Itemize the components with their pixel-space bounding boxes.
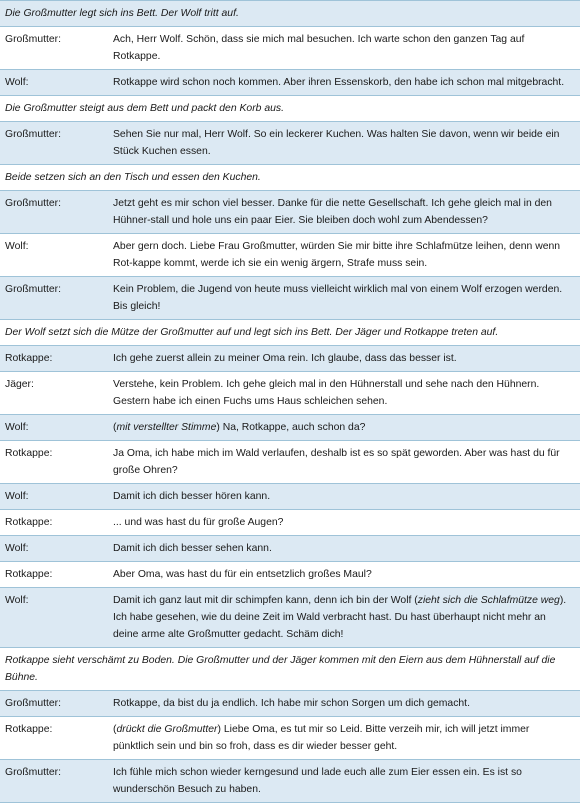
dialogue-row — [0, 484, 580, 510]
dialogue-text — [113, 350, 580, 367]
dialogue-row — [0, 536, 580, 562]
dialogue-text — [113, 695, 580, 712]
dialogue-text — [113, 126, 580, 160]
dialogue-fragment: Damit ich dich besser sehen kann. — [113, 543, 272, 554]
dialogue-fragment: Ach, Herr Wolf. Schön, dass sie mich mal besuchen. Ich warte schon den ganzen Tag auf Rotkappe. — [113, 34, 525, 62]
speaker-name: Wolf: — [5, 241, 29, 252]
stage-direction-row — [0, 96, 580, 122]
dialogue-fragment: Verstehe, kein Problem. Ich gehe gleich mal in den Hühnerstall und sehe nach den Hühnern. Gestern habe ich einen Fuchs ums Haus schleichen sehen. — [113, 379, 540, 407]
dialogue-row — [0, 415, 580, 441]
dialogue-text — [113, 514, 580, 531]
dialogue-fragment: Damit ich ganz laut mit dir schimpfen kann, denn ich bin der Wolf ( — [113, 595, 418, 606]
stage-direction-row — [0, 320, 580, 346]
dialogue-row — [0, 372, 580, 415]
dialogue-fragment: ... und was hast du für große Augen? — [113, 517, 284, 528]
speaker-name: Großmutter: — [5, 767, 62, 778]
dialogue-row — [0, 562, 580, 588]
dialogue-row — [0, 70, 580, 96]
dialogue-text — [113, 592, 580, 643]
dialogue-row — [0, 510, 580, 536]
speaker-name: Großmutter: — [5, 129, 62, 140]
speaker-name: Wolf: — [5, 77, 29, 88]
dialogue-row — [0, 588, 580, 648]
dialogue-row — [0, 191, 580, 234]
dialogue-text — [113, 764, 580, 798]
stage-direction-text: Rotkappe sieht verschämt zu Boden. Die Großmutter und der Jäger kommen mit den Eiern aus dem Hühnerstall auf die Bühne. — [5, 655, 556, 683]
stage-direction-row — [0, 165, 580, 191]
speaker-name: Rotkappe: — [5, 724, 53, 735]
dialogue-fragment: Jetzt geht es mir schon viel besser. Danke für die nette Gesellschaft. Ich gehe gleich mal in den Hühner-stall und hole uns ein paar Eier. Sie bleiben doch wohl zum Abendessen? — [113, 198, 552, 226]
dialogue-text — [113, 238, 580, 272]
dialogue-text — [113, 31, 580, 65]
dialogue-row — [0, 27, 580, 70]
dialogue-fragment: Rotkappe, da bist du ja endlich. Ich habe mir schon Sorgen um dich gemacht. — [113, 698, 470, 709]
inline-stage-direction: drückt die Großmutter — [116, 724, 218, 735]
dialogue-row — [0, 717, 580, 760]
speaker-name: Großmutter: — [5, 698, 62, 709]
dialogue-row — [0, 691, 580, 717]
dialogue-fragment: Aber gern doch. Liebe Frau Großmutter, würden Sie mir bitte ihre Schlafmütze leihen, denn wenn Rot-kappe kommt, werde ich sie ein wenig ärgern, Strafe muss sein. — [113, 241, 561, 269]
stage-direction-text: Beide setzen sich an den Tisch und essen den Kuchen. — [5, 172, 261, 183]
stage-direction-text: Die Großmutter steigt aus dem Bett und packt den Korb aus. — [5, 103, 284, 114]
dialogue-fragment: Aber Oma, was hast du für ein entsetzlich großes Maul? — [113, 569, 372, 580]
speaker-name: Jäger: — [5, 379, 34, 390]
inline-stage-direction: mit verstellter Stimme — [116, 422, 217, 433]
stage-direction-row — [0, 648, 580, 691]
dialogue-text — [113, 281, 580, 315]
speaker-name: Rotkappe: — [5, 517, 53, 528]
dialogue-fragment: ( — [113, 422, 117, 433]
speaker-name: Rotkappe: — [5, 448, 53, 459]
dialogue-fragment: Ja Oma, ich habe mich im Wald verlaufen, deshalb ist es so spät geworden. Aber was hast du für große Ohren? — [113, 448, 560, 476]
stage-direction-row — [0, 1, 580, 27]
dialogue-row — [0, 441, 580, 484]
speaker-name: Großmutter: — [5, 284, 62, 295]
dialogue-fragment: ). Ich habe gesehen, wie du deine Zeit im Wald verbracht hast. Du hast überhaupt nicht mehr an deine arme alte Großmutter gedacht. Schäm dich! — [113, 595, 567, 640]
dialogue-row — [0, 234, 580, 277]
dialogue-fragment: Rotkappe wird schon noch kommen. Aber ihren Essenskorb, den habe ich schon mal mitgebracht. — [113, 77, 565, 88]
dialogue-text — [113, 445, 580, 479]
dialogue-text — [113, 566, 580, 583]
speaker-name: Rotkappe: — [5, 353, 53, 364]
dialogue-text — [113, 419, 580, 436]
speaker-name: Wolf: — [5, 422, 29, 433]
dialogue-fragment: ( — [113, 724, 117, 735]
dialogue-text — [113, 488, 580, 505]
stage-direction-text: Die Großmutter legt sich ins Bett. Der Wolf tritt auf. — [5, 8, 239, 19]
dialogue-row — [0, 277, 580, 320]
speaker-name: Wolf: — [5, 595, 29, 606]
dialogue-fragment: ) Na, Rotkappe, auch schon da? — [216, 422, 366, 433]
speaker-name: Wolf: — [5, 491, 29, 502]
dialogue-row — [0, 122, 580, 165]
dialogue-text — [113, 74, 580, 91]
speaker-name: Wolf: — [5, 543, 29, 554]
inline-stage-direction: zieht sich die Schlafmütze weg — [417, 595, 560, 606]
dialogue-row — [0, 760, 580, 803]
dialogue-row — [0, 346, 580, 372]
speaker-name: Großmutter: — [5, 198, 62, 209]
dialogue-fragment: Kein Problem, die Jugend von heute muss vielleicht wirklich mal von einem Wolf erzogen werden. Bis gleich! — [113, 284, 563, 312]
dialogue-fragment: Damit ich dich besser hören kann. — [113, 491, 271, 502]
speaker-name: Großmutter: — [5, 34, 62, 45]
dialogue-text — [113, 195, 580, 229]
dialogue-text — [113, 376, 580, 410]
dialogue-fragment: ) Liebe Oma, es tut mir so Leid. Bitte verzeih mir, ich will jetzt immer pünktlich sein und bin so froh, dass es dir wieder besser geht. — [113, 724, 530, 752]
speaker-name: Rotkappe: — [5, 569, 53, 580]
dialogue-fragment: Ich gehe zuerst allein zu meiner Oma rein. Ich glaube, dass das besser ist. — [113, 353, 457, 364]
dialogue-fragment: Sehen Sie nur mal, Herr Wolf. So ein leckerer Kuchen. Was halten Sie davon, wenn wir beide ein Stück Kuchen essen. — [113, 129, 560, 157]
dialogue-text — [113, 721, 580, 755]
dialogue-fragment: Ich fühle mich schon wieder kerngesund und lade euch alle zum Eier essen ein. Es ist so wunderschön Besuch zu haben. — [113, 767, 522, 795]
dialogue-text — [113, 540, 580, 557]
stage-direction-text: Der Wolf setzt sich die Mütze der Großmutter auf und legt sich ins Bett. Der Jäger und Rotkappe treten auf. — [5, 327, 499, 338]
